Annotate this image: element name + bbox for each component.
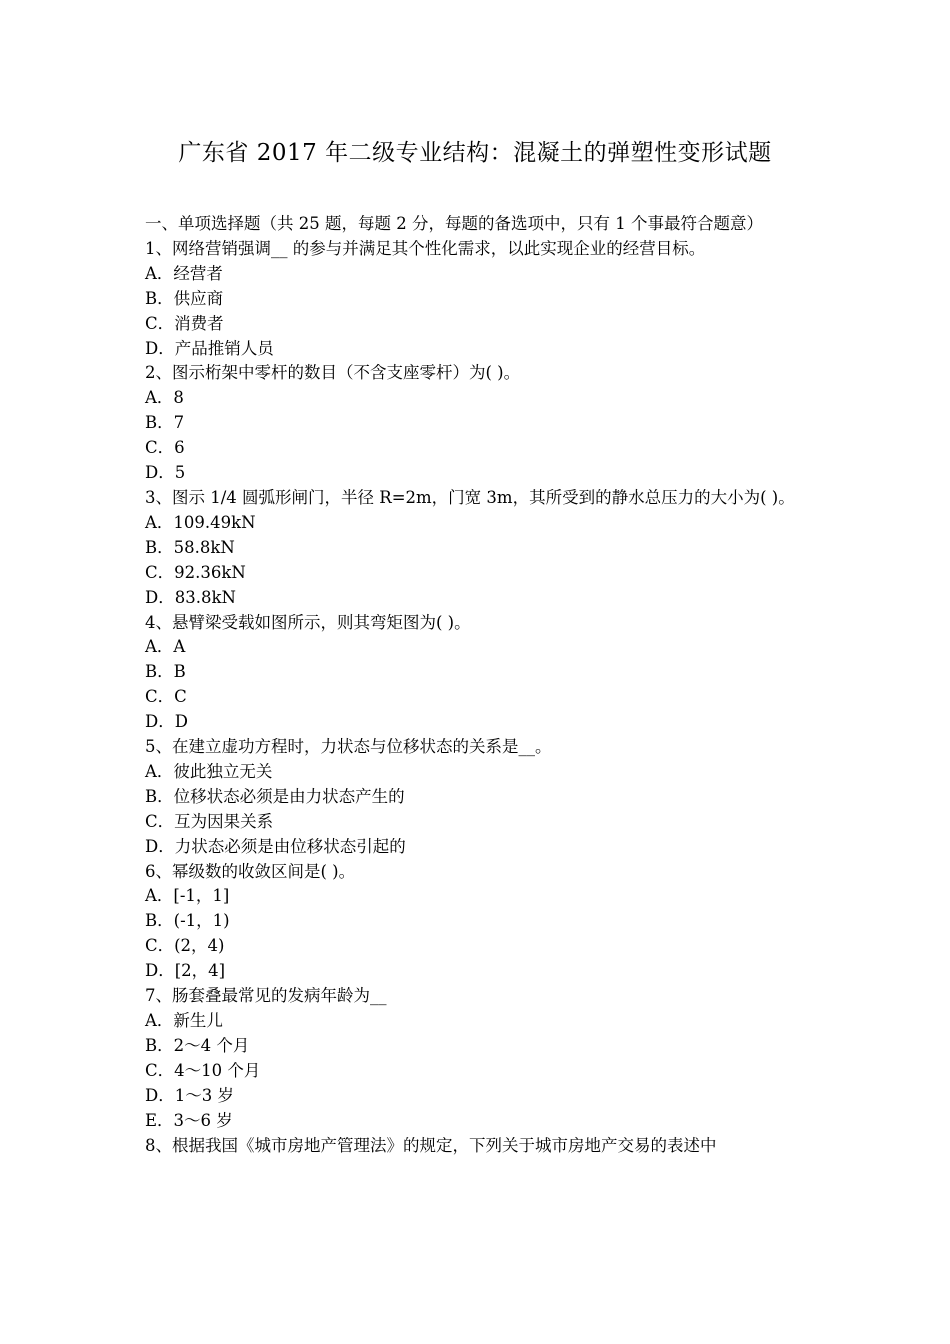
option-c: C．(2，4) (145, 936, 225, 956)
option-d: D．[2，4] (145, 961, 226, 981)
option-a: A．彼此独立无关 (145, 761, 273, 781)
option-b: B．(-1，1) (145, 911, 230, 931)
question-text: 4、悬臂梁受载如图所示，则其弯矩图为( )。 (145, 612, 471, 632)
option-d: D．1～3 岁 (145, 1085, 234, 1105)
question-text: 3、图示 1/4 圆弧形闸门，半径 R=2m，门宽 3m，其所受到的静水总压力的大小为( )。 (145, 487, 795, 507)
option-a: A．A (145, 637, 186, 657)
question-text: 2、图示桁架中零杆的数目（不含支座零杆）为( )。 (145, 363, 521, 383)
question-8 (145, 1134, 810, 1159)
option-d: D．产品推销人员 (145, 338, 274, 358)
option-b: B．2～4 个月 (145, 1035, 250, 1055)
option-b: B．7 (145, 413, 185, 433)
question-text: 8、根据我国《城市房地产管理法》的规定，下列关于城市房地产交易的表述中 (145, 1135, 717, 1155)
question-1 (145, 237, 810, 362)
question-text: 7、肠套叠最常见的发病年龄为__ (145, 986, 387, 1006)
option-c: C．C (145, 687, 187, 707)
option-a: A．新生儿 (145, 1011, 223, 1030)
question-3 (145, 486, 810, 611)
question-2 (145, 361, 810, 486)
option-a: A．109.49kN (145, 512, 256, 532)
option-b: B．供应商 (145, 288, 224, 308)
option-c: C．4～10 个月 (145, 1060, 261, 1080)
section-header: 一、单项选择题（共 25 题，每题 2 分，每题的备选项中，只有 1 个事最符合题意） (145, 214, 763, 233)
question-text: 5、在建立虚功方程时，力状态与位移状态的关系是__。 (145, 737, 552, 757)
question-text: 1、网络营销强调__ 的参与并满足其个性化需求，以此实现企业的经营目标。 (145, 238, 706, 258)
option-d: D．D (145, 712, 188, 732)
option-b: B．位移状态必须是由力状态产生的 (145, 786, 405, 806)
option-d: D．力状态必须是由位移状态引起的 (145, 836, 406, 856)
option-a: A．[-1，1] (145, 886, 230, 906)
question-4 (145, 611, 810, 736)
option-a: A．经营者 (145, 263, 223, 283)
question-text: 6、幂级数的收敛区间是( )。 (145, 861, 356, 881)
document-body (145, 212, 810, 1158)
option-c: C．互为因果关系 (145, 811, 274, 831)
option-a: A．8 (145, 388, 184, 408)
document-title: 广东省 2017 年二级专业结构：混凝土的弹塑性变形试题 (178, 140, 772, 166)
option-b: B．B (145, 662, 186, 682)
option-d: D．5 (145, 463, 186, 483)
question-7 (145, 984, 810, 1133)
option-b: B．58.8kN (145, 537, 235, 557)
option-c: C．92.36kN (145, 562, 246, 582)
option-c: C．6 (145, 438, 185, 458)
question-6 (145, 860, 810, 985)
option-e: E．3～6 岁 (145, 1110, 233, 1130)
option-c: C．消费者 (145, 313, 224, 333)
option-d: D．83.8kN (145, 587, 236, 607)
question-5 (145, 735, 810, 860)
